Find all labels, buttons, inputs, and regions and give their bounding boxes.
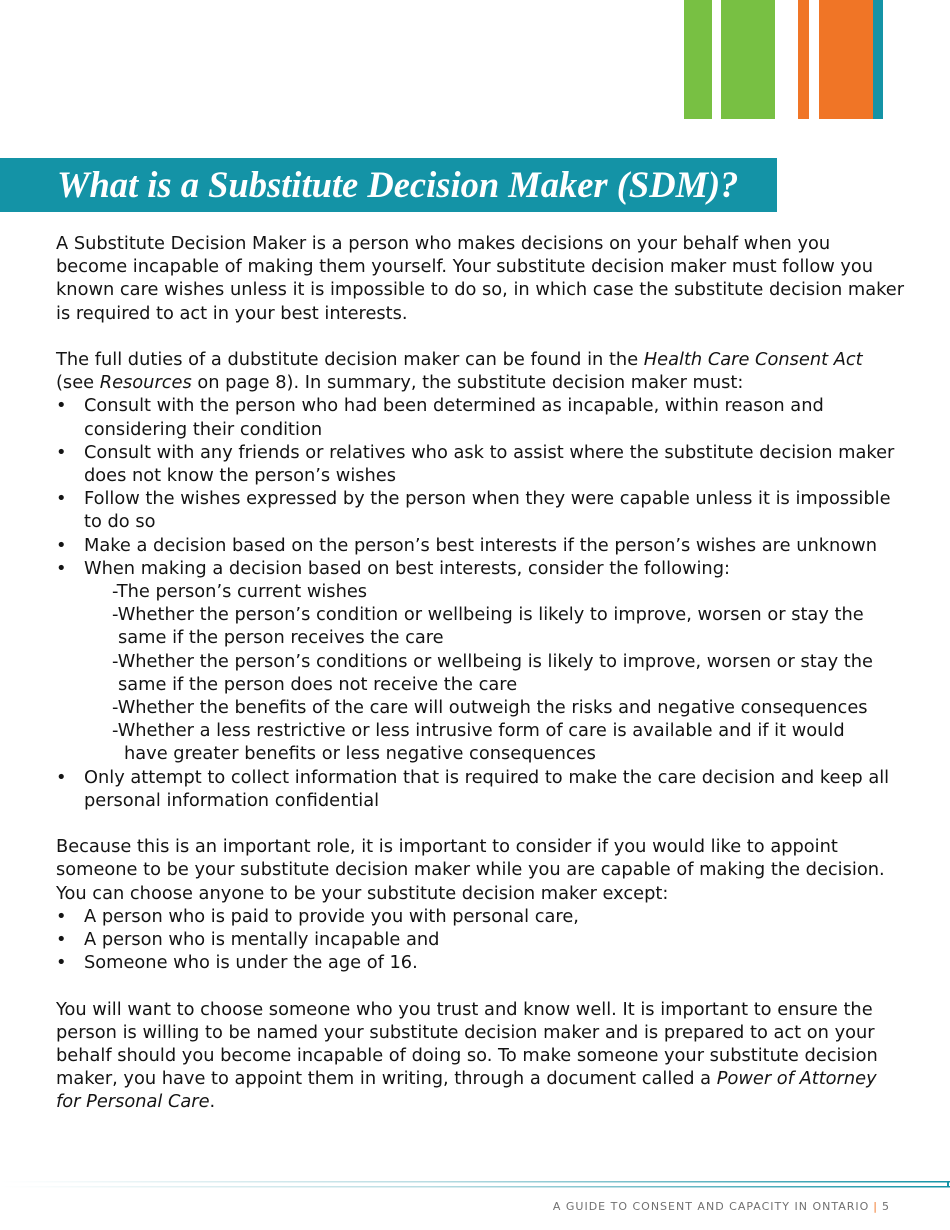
orange-bar [798, 0, 809, 119]
green-bar [721, 0, 775, 119]
footer-separator: | [873, 1200, 878, 1213]
list-item: • A person who is mentally incapable and [56, 928, 906, 951]
act-title: Health Care Consent Act [643, 349, 863, 370]
list-item: • Follow the wishes expressed by the person when they were capable unless it is impossible to do so [56, 487, 906, 533]
list-item: • Make a decision based on the person’s best interests if the person’s wishes are unknown [56, 534, 906, 557]
sub-item: -The person’s current wishes [112, 581, 368, 603]
sub-item: -Whether the person’s conditions or wellbeing is likely to improve, worsen or stay the same if the person does not receive the care [112, 650, 873, 695]
page-footer [553, 1200, 890, 1213]
green-bar [684, 0, 712, 119]
page-title: What is a Substitute Decision Maker (SDM)? [57, 164, 739, 205]
guide-title: A GUIDE TO CONSENT AND CAPACITY IN ONTARIO [552, 1200, 870, 1213]
list-item: • Consult with the person who had been determined as incapable, within reason and considering their condition [56, 394, 906, 440]
appoint-paragraph: Because this is an important role, it is important to consider if you would like to appoint someone to be your substitute decision maker while you are capable of making the decision. You can choose anyone to be your substitute decision maker except: [56, 836, 885, 904]
best-interest-sublist [84, 580, 906, 766]
list-item: • A person who is paid to provide you with personal care, [56, 905, 906, 928]
sub-item: -Whether a less restrictive or less intrusive form of care is available and if it would have greater benefits or less negative consequences [112, 720, 845, 765]
duties-paragraph: The full duties of a dubstitute decision maker can be found in the Health Care Consent Act (see Resources on page 8). In summary, the substitute decision maker must: [56, 349, 863, 394]
list-item: • Consult with any friends or relatives who ask to assist where the substitute decision maker does not know the person’s wishes [56, 441, 906, 487]
intro-paragraph: A Substitute Decision Maker is a person who makes decisions on your behalf when you become incapable of making them yourself. Your substitute decision maker must follow you known care wishes unless it is impossible to do so, in which case the substitute decision maker is required to act in your best interests. [56, 233, 905, 324]
page-number: 5 [882, 1200, 890, 1213]
footer-rule [0, 1178, 950, 1190]
list-item: • Only attempt to collect information that is required to make the care decision and keep all personal information confidential [56, 766, 906, 812]
document-name: Power of Attorney for Personal Care [56, 1068, 877, 1113]
resources-ref: Resources [99, 372, 192, 394]
list-item: • When making a decision based on best interests, consider the following: -The person’s current wishes -Whether the person’s condition or wellbeing is likely to improve, worsen or stay the same if the person receives the care -Whether the person’s conditions or wellbeing is likely to improve, worsen or stay the same if the person does not receive the care -Whether the benefits of the care will outweigh the risks and negative consequences -Whether a less restrictive or less intrusive form of care is available and if it would have greater benefits or less negative consequences [56, 557, 906, 766]
closing-paragraph: You will want to choose someone who you trust and know well. It is important to ensure the person is willing to be named your substitute decision maker and is prepared to act on your behalf should you become incapable of doing so. To make someone your substitute decision maker, you have to appoint them in writing, through a document called a Power of Attorney for Personal Care. [56, 998, 878, 1113]
list-item: • Someone who is under the age of 16. [56, 951, 906, 974]
decorative-color-bars [0, 0, 950, 120]
teal-bar [873, 0, 883, 119]
body-content [56, 232, 906, 1114]
sub-item: -Whether the person’s condition or wellbeing is likely to improve, worsen or stay the same if the person receives the care [112, 604, 864, 649]
exceptions-list [56, 905, 906, 975]
duties-list [56, 394, 906, 812]
orange-bar [819, 0, 873, 119]
sub-item: -Whether the benefits of the care will outweigh the risks and negative consequences [112, 697, 868, 719]
